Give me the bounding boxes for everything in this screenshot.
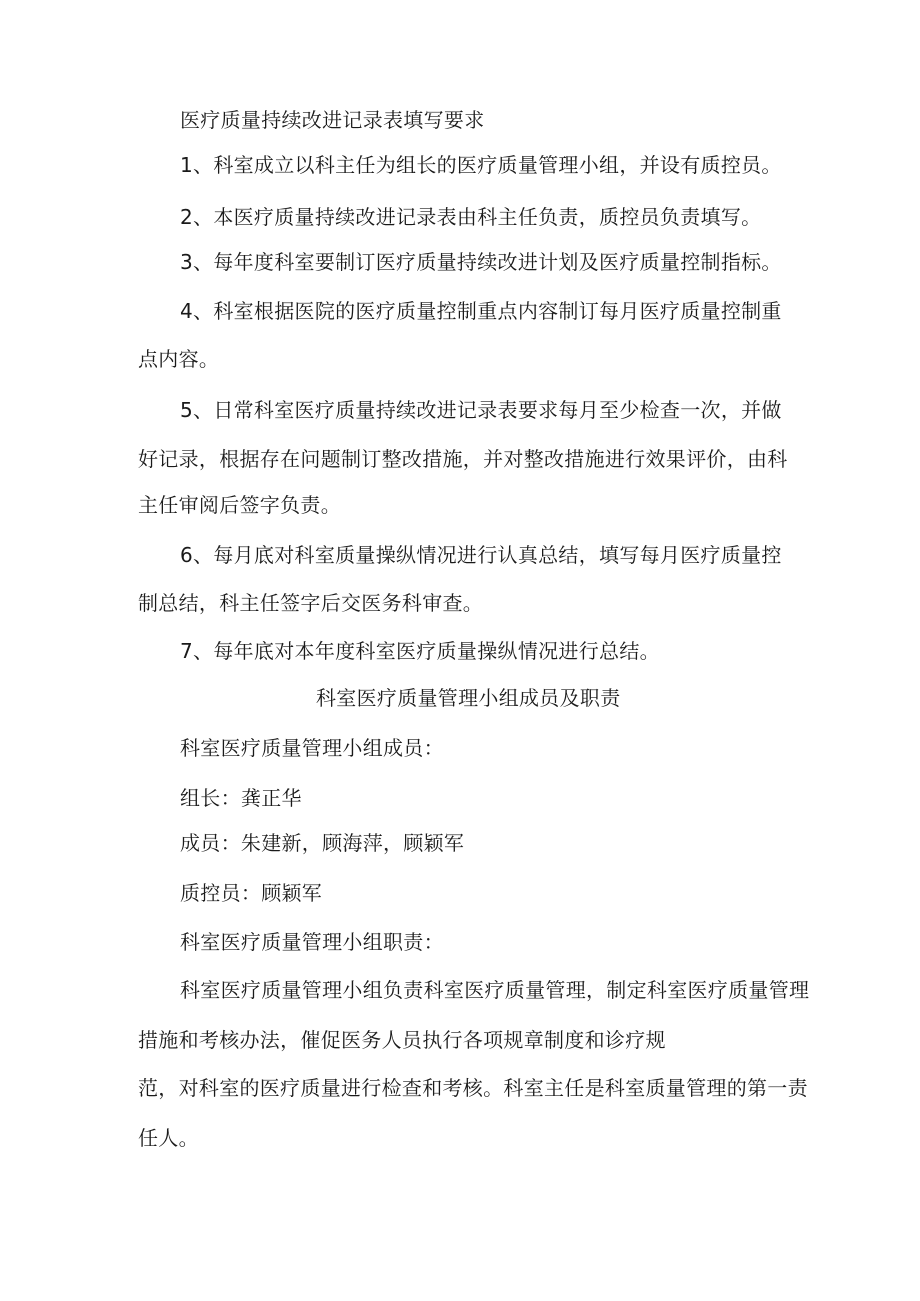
requirement-6-line-2: 制总结，科主任签字后交医务科审查。: [138, 591, 484, 615]
duties-heading: 科室医疗质量管理小组职责：: [180, 930, 444, 954]
requirement-2: 2、本医疗质量持续改进记录表由科主任负责，质控员负责填写。: [180, 205, 762, 229]
group-members: 成员：朱建新，顾海萍，顾颖军: [180, 831, 465, 855]
requirement-4-line-1: 4、科室根据医院的医疗质量控制重点内容制订每月医疗质量控制重: [180, 299, 782, 323]
document-title: 医疗质量持续改进记录表填写要求: [180, 108, 485, 132]
duties-line-4: 任人。: [138, 1126, 199, 1150]
duties-line-1: 科室医疗质量管理小组负责科室医疗质量管理，制定科室医疗质量管理: [180, 978, 810, 1002]
members-heading: 科室医疗质量管理小组成员：: [180, 736, 444, 760]
requirement-6-line-1: 6、每月底对科室质量操纵情况进行认真总结，填写每月医疗质量控: [180, 543, 782, 567]
requirement-5-line-3: 主任审阅后签字负责。: [138, 493, 341, 517]
quality-controller: 质控员：顾颖军: [180, 881, 323, 905]
duties-line-3: 范，对科室的医疗质量进行检查和考核。科室主任是科室质量管理的第一责: [138, 1076, 808, 1100]
duties-line-2: 措施和考核办法，催促医务人员执行各项规章制度和诊疗规: [138, 1028, 666, 1052]
requirement-3: 3、每年度科室要制订医疗质量持续改进计划及医疗质量控制指标。: [180, 250, 782, 274]
requirement-5-line-1: 5、日常科室医疗质量持续改进记录表要求每月至少检查一次，并做: [180, 398, 782, 422]
section-heading: 科室医疗质量管理小组成员及职责: [316, 686, 621, 710]
requirement-1: 1、科室成立以科主任为组长的医疗质量管理小组，并设有质控员。: [180, 153, 782, 177]
requirement-7: 7、每年底对本年度科室医疗质量操纵情况进行总结。: [180, 639, 660, 663]
requirement-5-line-2: 好记录，根据存在问题制订整改措施，并对整改措施进行效果评价，由科: [138, 447, 788, 471]
requirement-4-line-2: 点内容。: [138, 347, 220, 371]
group-leader: 组长：龚正华: [180, 786, 302, 810]
